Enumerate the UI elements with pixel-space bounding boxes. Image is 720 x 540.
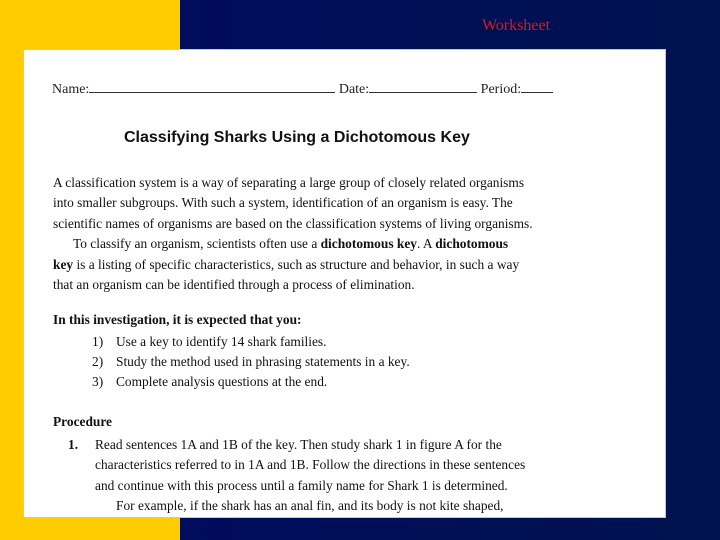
slide-title: Worksheet — [481, 17, 551, 34]
procedure-line: characteristics referred to in 1A and 1B. Follow the directions in these sentences — [95, 457, 526, 473]
intro-line: A classification system is a way of separating a large group of closely related organisms — [53, 175, 525, 190]
expectations-list — [92, 332, 410, 393]
expectations-heading: In this investigation, it is expected that you: — [53, 312, 302, 327]
list-item: 2) Study the method used in phrasing statements in a key. — [92, 354, 410, 370]
name-label: Name: — [52, 82, 90, 97]
intro-line: that an organism can be identified through a process of elimination. — [53, 277, 415, 293]
procedure-line: For example, if the shark has an anal fin, and its body is not kite shaped, — [116, 498, 504, 514]
procedure-steps — [68, 435, 525, 517]
intro-line: scientific names of organisms are based on the classification systems of living organisms. — [53, 215, 533, 231]
intro-line: into smaller subgroups. With such a system, identification of an organism is easy. The — [53, 195, 513, 211]
worksheet-page — [24, 50, 665, 517]
intro-line: key is a listing of specific characteristics, such as structure and behavior, in such a way — [53, 256, 520, 272]
procedure-step-1: 1. Read sentences 1A and 1B of the key. Then study shark 1 in figure A for the — [68, 437, 502, 452]
header-fields — [52, 80, 553, 98]
name-blank — [89, 80, 335, 93]
date-label: Date: — [338, 82, 370, 97]
intro-line: To classify an organism, scientists often use a dichotomous key. A dichotomous — [73, 236, 509, 252]
period-blank — [521, 80, 553, 93]
list-item: 1) Use a key to identify 14 shark families. — [92, 334, 327, 349]
procedure-heading: Procedure — [53, 414, 113, 429]
term-dichotomous-key: dichotomous key — [320, 236, 417, 252]
period-label: Period: — [480, 82, 522, 97]
worksheet-title: Classifying Sharks Using a Dichotomous Key — [124, 129, 470, 146]
procedure-line: and continue with this process until a family name for Shark 1 is determined. — [95, 477, 508, 493]
list-item: 3) Complete analysis questions at the end. — [92, 374, 328, 390]
date-blank — [369, 80, 477, 93]
intro-paragraph — [53, 173, 613, 295]
